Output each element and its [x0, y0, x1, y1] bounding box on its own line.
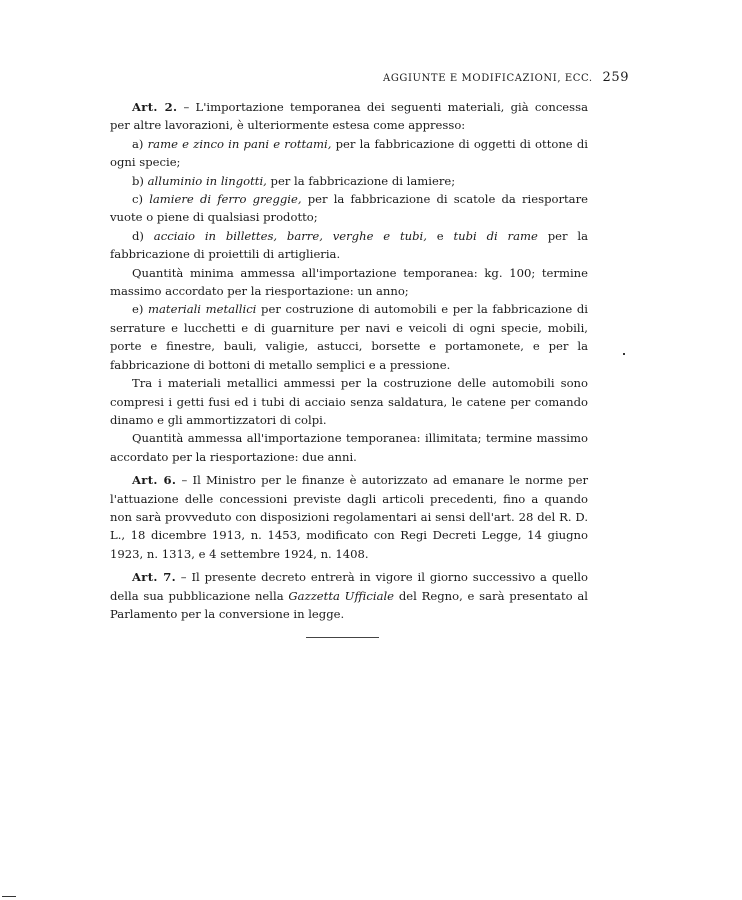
art6-text: – Il Ministro per le finanze è autorizzato ad emanare le norme per l'attuazione delle concessioni previste dagli articoli precedenti, fino a quando non sarà provveduto con disposizioni regolamentari ai sensi dell'art. 28 del R. D. L., 18 dicembre 1913, n. 1453, modificato con Regi Decreti Legge, 14 giugno 1923, n. 1313, e 4 settembre 1924, n. 1408. [110, 473, 588, 561]
art2-item-e [110, 300, 588, 374]
item-d-marker: d) [132, 228, 154, 243]
art7-text-1: – Il presente decreto entrerà in vigore il giorno successivo a quello della sua pubblicazione nella [110, 570, 588, 603]
item-d-material-2: tubi di rame [453, 228, 538, 243]
art2-label: Art. 2. [132, 100, 178, 114]
art2-item-d [110, 227, 588, 264]
art2-item-c [110, 190, 588, 227]
item-c-marker: c) [132, 192, 150, 207]
item-e-marker: e) [132, 302, 149, 317]
item-a-material: rame e zinco in pani e rottami, [147, 136, 332, 151]
art7-gazzetta: Gazzetta Ufficiale [288, 588, 395, 603]
art2-automobili-note: Tra i materiali metallici ammessi per la costruzione delle automobili sono compresi i getti fusi ed i tubi di acciaio senza saldatura, le catene per comando dinamo e gli ammortizzatori di colpi. [110, 376, 588, 427]
item-e-text: per costruzione di automobili e per la fabbricazione di serrature e lucchetti e di guarniture per navi e veicoli di ogni specie, mobili, porte e finestre, bauli, valigie, astucci, borsette e portamonete, e per la fabbricazione di bottoni di metallo semplici e a pressione. [110, 302, 588, 372]
item-c-material: lamiere di ferro greggie, [149, 192, 302, 207]
art7-text-2: del Regno, e sarà presentato al Parlamento per la conversione in legge. [110, 588, 588, 621]
margin-speck [623, 353, 625, 355]
item-b-marker: b) [132, 173, 148, 188]
art2-intro-text: – L'importazione temporanea dei seguenti materiali, già concessa per altre lavorazioni, è ulteriormente estesa come appresso: [110, 100, 588, 133]
art2-item-b [110, 172, 588, 190]
item-e-material: materiali metallici [148, 302, 257, 317]
art6-paragraph [110, 471, 588, 563]
item-b-text: per la fabbricazione di lamiere; [266, 173, 456, 188]
art2-quantity-2: Quantità ammessa all'importazione temporanea: illimitata; termine massimo accordato per la riesportazione: due anni. [110, 431, 588, 464]
art7-label: Art. 7. [132, 570, 176, 585]
item-c-text: per la fabbricazione di scatole da riesportare vuote o piene di qualsiasi prodotto; [110, 192, 588, 225]
item-d-text: per la fabbricazione di proiettili di artiglieria. [110, 228, 588, 262]
section-rule [306, 637, 379, 638]
art7-paragraph [110, 568, 588, 623]
running-header [383, 70, 629, 85]
item-a-text: per la fabbricazione di oggetti di ottone di ogni specie; [110, 136, 588, 170]
item-d-conj: e [426, 228, 454, 243]
page-number: 259 [602, 70, 630, 85]
item-b-material: alluminio in lingotti, [147, 173, 267, 188]
running-title: AGGIUNTE E MODIFICAZIONI, ECC. [383, 73, 593, 84]
body-text [110, 98, 588, 623]
art2-item-a [110, 135, 588, 172]
item-d-material-1: acciaio in billettes, barre, verghe e tubi, [153, 228, 427, 243]
item-a-marker: a) [132, 136, 148, 151]
art2-intro [110, 98, 588, 135]
edge-mark [2, 896, 16, 897]
art2-quantity-1: Quantità minima ammessa all'importazione temporanea: kg. 100; termine massimo accordato per la riesportazione: un anno; [110, 265, 588, 299]
art6-label: Art. 6. [132, 473, 177, 488]
